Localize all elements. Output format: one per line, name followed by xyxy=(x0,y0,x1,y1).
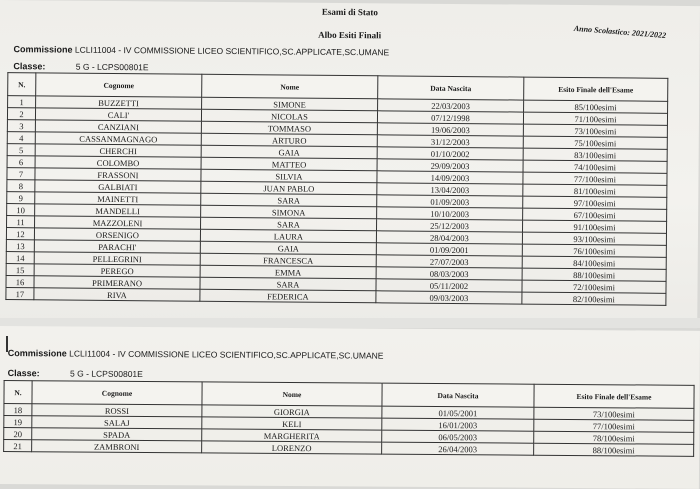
anno-scolastico: Anno Scolastico: 2021/2022 xyxy=(573,23,666,41)
cell-nome: MATTEO xyxy=(201,157,377,171)
cell-data-nascita: 16/01/2003 xyxy=(382,418,534,431)
cell-cognome: PELLEGRINI xyxy=(34,252,200,265)
cell-data-nascita: 01/09/2003 xyxy=(377,195,523,208)
sheet-page-2 xyxy=(0,326,700,489)
results-table-page-2 xyxy=(3,380,694,457)
cell-esito: 97/100esimi xyxy=(523,196,667,209)
cell-esito: 78/100esimi xyxy=(534,431,694,444)
cell-nome: GAIA xyxy=(200,241,376,255)
cell-cognome: FRASSONI xyxy=(35,168,201,181)
col-header-esito: Esito Finale dell'Esame xyxy=(524,77,668,101)
cell-data-nascita: 28/04/2003 xyxy=(376,231,522,244)
cell-nome: SARA xyxy=(201,217,377,231)
classe-value-page-2: 5 G - LCPS00801E xyxy=(70,368,143,379)
cell-esito: 81/100esimi xyxy=(523,184,667,197)
col-header-n: N. xyxy=(8,73,36,96)
document-title: Esami di Stato xyxy=(321,6,378,18)
cell-data-nascita: 07/12/1998 xyxy=(377,111,523,124)
cell-data-nascita: 01/05/2001 xyxy=(382,406,534,419)
cell-esito: 74/100esimi xyxy=(523,160,667,173)
cell-esito: 71/100esimi xyxy=(523,112,667,125)
cell-esito: 82/100esimi xyxy=(522,292,666,305)
commissione-line-page-2 xyxy=(8,348,384,361)
cell-n: 9 xyxy=(7,192,35,204)
cell-nome: JUAN PABLO xyxy=(201,181,377,195)
cell-nome: MARGHERITA xyxy=(202,429,382,442)
cell-n: 13 xyxy=(6,240,34,252)
cell-n: 7 xyxy=(7,168,35,180)
cell-n: 17 xyxy=(6,288,34,300)
cell-cognome: RIVA xyxy=(34,288,200,301)
cell-n: 12 xyxy=(6,228,34,240)
cell-nome: SARA xyxy=(200,277,376,291)
col-header-data-nascita: Data Nascita xyxy=(378,76,524,100)
cell-nome: NICOLAS xyxy=(201,109,377,123)
cell-nome: SARA xyxy=(201,193,377,207)
cell-esito: 77/100esimi xyxy=(534,419,694,432)
commissione-label-page-2: Commissione xyxy=(7,348,67,359)
cell-nome: EMMA xyxy=(200,265,376,279)
classe-line-page-2 xyxy=(8,368,143,379)
cell-cognome: ZAMBRONI xyxy=(32,440,202,453)
cell-data-nascita: 22/03/2003 xyxy=(378,99,524,112)
cell-esito: 88/100esimi xyxy=(522,268,666,281)
cell-data-nascita: 01/09/2001 xyxy=(376,243,522,256)
cell-nome: GAIA xyxy=(201,145,377,159)
cell-nome: FEDERICA xyxy=(200,289,376,303)
cell-n: 11 xyxy=(7,216,35,228)
classe-line xyxy=(13,61,148,72)
cell-nome: GIORGIA xyxy=(202,405,382,418)
cell-data-nascita: 09/03/2003 xyxy=(376,291,522,304)
cell-cognome: PEREGO xyxy=(34,264,200,277)
cell-esito: 75/100esimi xyxy=(523,136,667,149)
cell-n: 15 xyxy=(6,264,34,276)
cell-data-nascita: 14/09/2003 xyxy=(377,171,523,184)
cell-cognome: MAZZOLENI xyxy=(35,216,201,229)
cell-cognome: MAINETTI xyxy=(35,192,201,205)
cell-n: 18 xyxy=(4,404,32,416)
table-body-page-1 xyxy=(6,96,668,306)
classe-label-page-2: Classe: xyxy=(7,368,40,379)
cell-cognome: MANDELLI xyxy=(35,204,201,217)
cell-n: 4 xyxy=(7,132,35,144)
cell-n: 3 xyxy=(7,120,35,132)
cell-nome: ARTURO xyxy=(201,133,377,147)
classe-value: 5 G - LCPS00801E xyxy=(75,61,149,73)
cell-esito: 77/100esimi xyxy=(523,172,667,185)
cell-cognome: PRIMERANO xyxy=(34,276,200,289)
cell-cognome: GALBIATI xyxy=(35,180,201,193)
cell-data-nascita: 06/05/2003 xyxy=(382,430,534,443)
cell-nome: LORENZO xyxy=(202,441,382,454)
cell-n: 20 xyxy=(4,428,32,440)
cell-n: 6 xyxy=(7,156,35,168)
cell-nome: FRANCESCA xyxy=(200,253,376,267)
cell-data-nascita: 19/06/2003 xyxy=(377,123,523,136)
cell-n: 16 xyxy=(6,276,34,288)
results-table-page-1 xyxy=(5,72,668,306)
cell-data-nascita: 10/10/2003 xyxy=(377,207,523,220)
col-header-cognome: Cognome xyxy=(36,73,202,97)
cell-cognome: PARACHI' xyxy=(34,240,200,253)
cell-esito: 83/100esimi xyxy=(523,148,667,161)
cell-esito: 93/100esimi xyxy=(522,232,666,245)
cell-cognome: SPADA xyxy=(32,428,202,441)
cell-nome: TOMMASO xyxy=(201,121,377,135)
cell-n: 2 xyxy=(7,108,35,120)
col-header-nome-page-2: Nome xyxy=(202,382,382,406)
cell-data-nascita: 26/04/2003 xyxy=(382,442,534,455)
classe-label: Classe: xyxy=(13,61,46,72)
cell-data-nascita: 05/11/2002 xyxy=(376,279,522,292)
col-header-cognome-page-2: Cognome xyxy=(32,381,202,405)
cell-cognome: COLOMBO xyxy=(35,156,201,169)
cell-cognome: CALI' xyxy=(35,108,201,121)
cell-esito: 73/100esimi xyxy=(534,407,694,420)
cell-data-nascita: 27/07/2003 xyxy=(376,255,522,268)
cell-cognome: CANZIANI xyxy=(35,120,201,133)
commissione-line xyxy=(14,44,390,57)
cell-esito: 88/100esimi xyxy=(534,443,694,456)
cell-n: 10 xyxy=(7,204,35,216)
cell-n: 8 xyxy=(7,180,35,192)
cell-data-nascita: 13/04/2003 xyxy=(377,183,523,196)
col-header-nome: Nome xyxy=(202,74,378,99)
cell-esito: 84/100esimi xyxy=(522,256,666,269)
col-header-esito-page-2: Esito Finale dell'Esame xyxy=(534,384,694,408)
cell-esito: 73/100esimi xyxy=(523,124,667,137)
cell-nome: SIMONE xyxy=(202,97,378,111)
commissione-label: Commissione xyxy=(13,44,73,55)
col-header-n-page-2: N. xyxy=(4,381,32,404)
cell-data-nascita: 01/10/2002 xyxy=(377,147,523,160)
cell-data-nascita: 25/12/2003 xyxy=(377,219,523,232)
cell-esito: 67/100esimi xyxy=(523,208,667,221)
cell-nome: SILVIA xyxy=(201,169,377,183)
commissione-value: LCLI11004 - IV COMMISSIONE LICEO SCIENTIFICO,SC.APPLICATE,SC.UMANE xyxy=(74,44,390,58)
cell-cognome: CHERCHI xyxy=(35,144,201,157)
pen-mark xyxy=(6,336,8,352)
commissione-value-page-2: LCLI11004 - IV COMMISSIONE LICEO SCIENTIFICO,SC.APPLICATE,SC.UMANE xyxy=(69,348,384,361)
cell-cognome: ROSSI xyxy=(32,404,202,417)
cell-n: 14 xyxy=(6,252,34,264)
cell-data-nascita: 08/03/2003 xyxy=(376,267,522,280)
table-body-page-2 xyxy=(4,404,694,457)
cell-data-nascita: 31/12/2003 xyxy=(377,135,523,148)
document-subtitle: Albo Esiti Finali xyxy=(318,29,382,41)
cell-n: 19 xyxy=(4,416,32,428)
cell-cognome: ORSENIGO xyxy=(34,228,200,241)
cell-nome: SIMONA xyxy=(201,205,377,219)
cell-data-nascita: 29/09/2003 xyxy=(377,159,523,172)
cell-n: 5 xyxy=(7,144,35,156)
cell-n: 1 xyxy=(8,96,36,108)
cell-cognome: BUZZETTI xyxy=(36,96,202,109)
cell-cognome: SALAJ xyxy=(32,416,202,429)
cell-esito: 85/100esimi xyxy=(524,100,668,113)
cell-esito: 76/100esimi xyxy=(522,244,666,257)
cell-n: 21 xyxy=(4,440,32,452)
cell-esito: 91/100esimi xyxy=(522,220,666,233)
col-header-data-nascita-page-2: Data Nascita xyxy=(382,383,534,407)
cell-esito: 72/100esimi xyxy=(522,280,666,293)
cell-nome: KELI xyxy=(202,417,382,430)
cell-cognome: CASSANMAGNAGO xyxy=(35,132,201,145)
cell-nome: LAURA xyxy=(200,229,376,243)
